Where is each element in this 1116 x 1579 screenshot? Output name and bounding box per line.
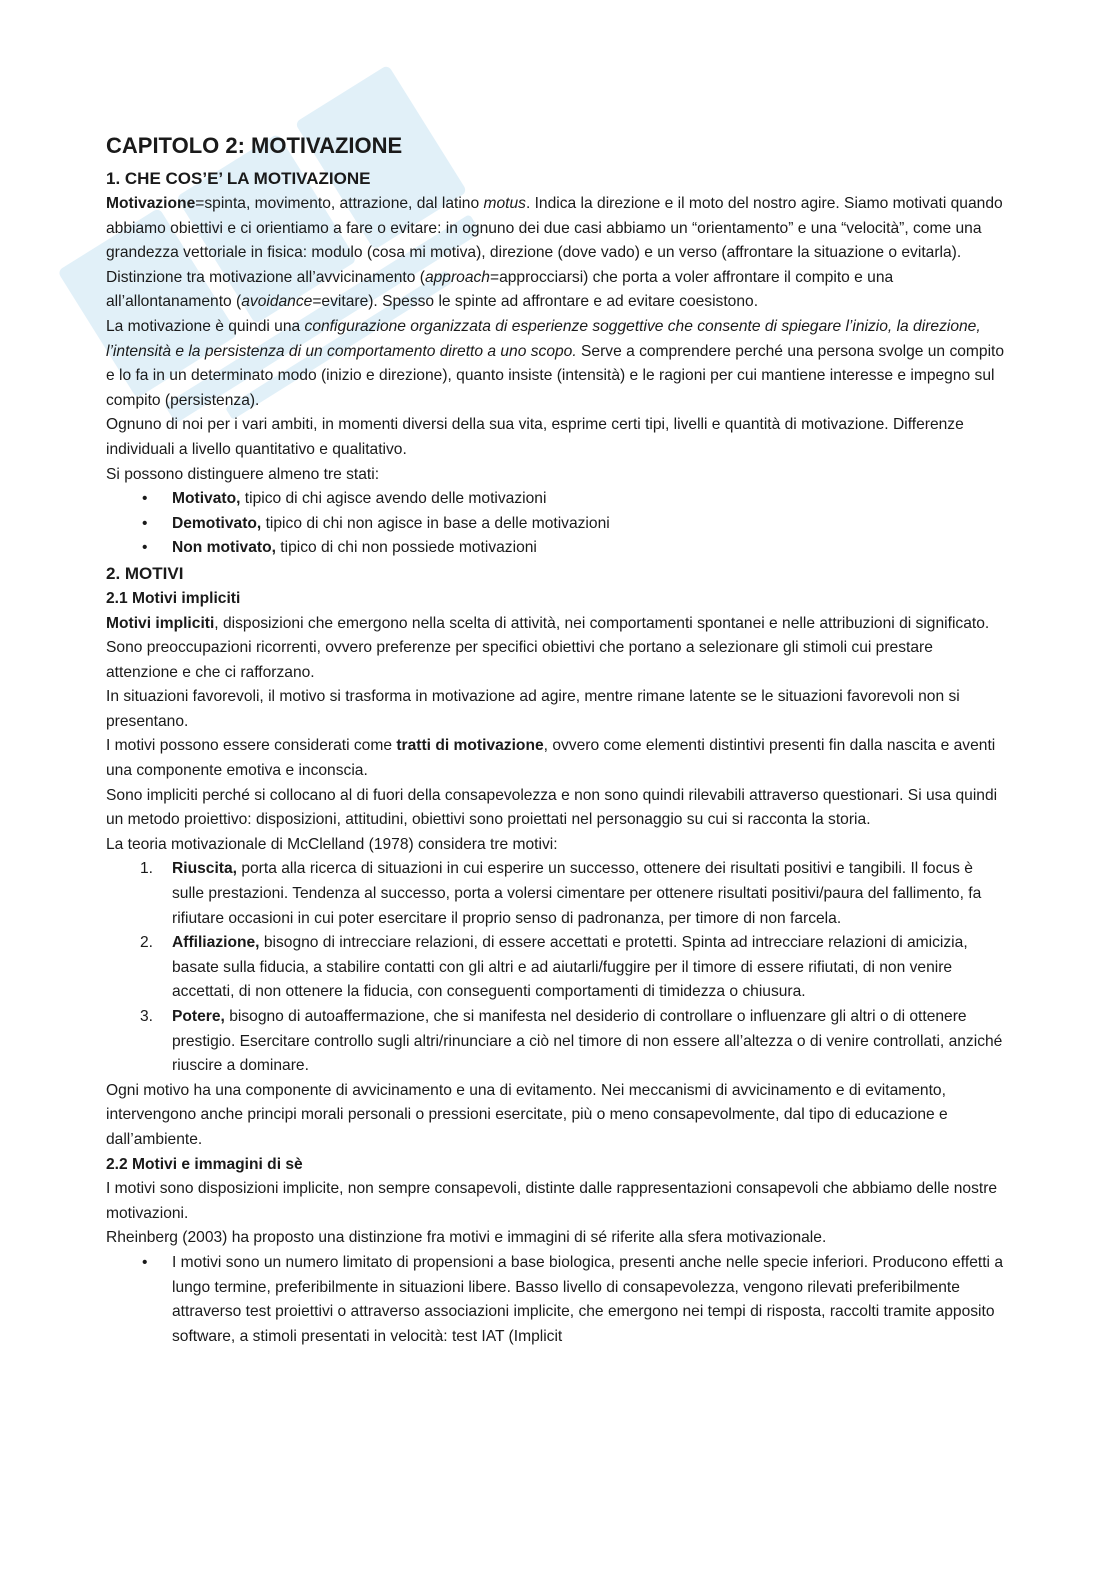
list-item: • I motivi sono un numero limitato di propensioni a base biologica, presenti anche nelle specie inferiori. Producono effetti a lungo termine, preferibilmente in situazioni libere. Basso livello di consapevolezza, vengono rilevati preferibilmente attraverso test proiettivi o attraverso associazioni implicite, che emergono nei tempi di risposta, raccolti tramite apposito software, a stimoli presentati in velocità: test IAT (Implicit bbox=[106, 1251, 1006, 1349]
paragraph: Ogni motivo ha una componente di avvicinamento e una di evitamento. Nei meccanismi di avvicinamento e di evitamento, intervengono anche principi morali personali o pressioni esercitate, più o meno consapevolmente, dal tipo di educazione e dall’ambiente. bbox=[106, 1081, 948, 1148]
section-heading-1: 1. CHE COS’E’ LA MOTIVAZIONE bbox=[106, 169, 371, 188]
paragraph: Ognuno di noi per i vari ambiti, in momenti diversi della sua vita, esprime certi tipi, livelli e quantità di motivazione. Differenze individuali a livello quantitativo e qualitativo. bbox=[106, 416, 964, 458]
paragraph: Distinzione tra motivazione all’avvicinamento (approach=approcciarsi) che porta a voler affrontare il compito e una all’allontanamento (avoidance=evitare). Spesso le spinte ad affrontare e ad evitare coesistono. bbox=[106, 268, 894, 311]
paragraph: Rheinberg (2003) ha proposto una distinzione fra motivi e immagini di sé riferite alla sfera motivazionale. bbox=[106, 1229, 827, 1247]
subsection-heading: 2.1 Motivi impliciti bbox=[106, 589, 241, 607]
section-heading-2: 2. MOTIVI bbox=[106, 563, 184, 583]
list-item: 2. Affiliazione, bisogno di intrecciare relazioni, di essere accettati e protetti. Spinta ad intrecciare relazioni di amicizia, basate sulla fiducia, a stabilire contatti con gli altri e ad aiutarli/fuggire per il timore di essere rifiutati, di non venire accettati, di non ottenere la fiducia, con conseguenti comportamenti di timidezza o chiusura. bbox=[140, 934, 968, 1001]
document-page bbox=[106, 130, 1006, 1349]
list-item: 3. Potere, bisogno di autoaffermazione, che si manifesta nel desiderio di controllare o influenzare gli altri o di ottenere prestigio. Esercitare controllo sugli altri/rinunciare a ciò nel timore di non essere all’altezza o di venire controllati, anziché riuscire a dominare. bbox=[140, 1008, 1003, 1075]
paragraph: Motivi impliciti, disposizioni che emergono nella scelta di attività, nei comportamenti spontanei e nelle attribuzioni di significato. Sono preoccupazioni ricorrenti, ovvero preferenze per specifici obiettivi che portano a selezionare gli stimoli cui prestare attenzione e che ci rafforzano. bbox=[106, 614, 990, 681]
paragraph: La motivazione è quindi una configurazione organizzata di esperienze soggettive che consente di spiegare l’inizio, la direzione, l’intensità e la persistenza di un comportamento diretto a uno scopo. Serve a comprendere perché una persona svolge un compito e lo fa in un determinato modo (inizio e direzione), quanto insiste (intensità) e le ragioni per cui mantiene interesse e impegno sul compito (persistenza). bbox=[106, 317, 1005, 409]
states-list bbox=[106, 487, 1006, 561]
motives-list bbox=[106, 857, 1006, 1078]
list-item: • Demotivato, tipico di chi non agisce in base a delle motivazioni bbox=[106, 512, 1006, 537]
list-item: • Non motivato, tipico di chi non possiede motivazioni bbox=[106, 536, 1006, 561]
paragraph: Si possono distinguere almeno tre stati: bbox=[106, 465, 380, 483]
list-item: • Motivato, tipico di chi agisce avendo delle motivazioni bbox=[106, 487, 1006, 512]
motives-bullets bbox=[106, 1251, 1006, 1349]
subsection-heading: 2.2 Motivi e immagini di sè bbox=[106, 1155, 303, 1173]
paragraph: Sono impliciti perché si collocano al di fuori della consapevolezza e non sono quindi rilevabili attraverso questionari. Si usa quindi un metodo proiettivo: disposizioni, attitudini, obiettivi sono proiettati nel personaggio su cui si racconta la storia. bbox=[106, 786, 998, 829]
list-item: 1. Riuscita, porta alla ricerca di situazioni in cui esperire un successo, ottenere dei risultati positivi e tangibili. Il focus è sulle prestazioni. Tendenza al successo, porta a volersi cimentare per ottenere risultati positivi/paura del fallimento, fa rifiutare occasioni in cui poter esercitare il proprio senso di padronanza, per timore di non farcela. bbox=[140, 860, 982, 927]
paragraph: I motivi possono essere considerati come tratti di motivazione, ovvero come elementi distintivi presenti fin dalla nascita e aventi una componente emotiva e inconscia. bbox=[106, 737, 996, 780]
chapter-title: CAPITOLO 2: MOTIVAZIONE bbox=[106, 133, 403, 158]
paragraph: La teoria motivazionale di McClelland (1978) considera tre motivi: bbox=[106, 835, 558, 853]
paragraph: In situazioni favorevoli, il motivo si trasforma in motivazione ad agire, mentre rimane latente se le situazioni favorevoli non si presentano. bbox=[106, 688, 960, 730]
paragraph: I motivi sono disposizioni implicite, non sempre consapevoli, distinte dalle rappresentazioni consapevoli che abbiamo delle nostre motivazioni. bbox=[106, 1180, 998, 1222]
paragraph: Motivazione=spinta, movimento, attrazione, dal latino motus. Indica la direzione e il moto del nostro agire. Siamo motivati quando abbiamo obiettivi e ci orientiamo a fare o evitare: in ognuno dei due casi abbiamo un “orientamento” e una “velocità”, come una grandezza vettoriale in fisica: modulo (cosa mi motiva), direzione (dove vado) e un verso (affrontare la situazione o evitarla). bbox=[106, 195, 1003, 262]
